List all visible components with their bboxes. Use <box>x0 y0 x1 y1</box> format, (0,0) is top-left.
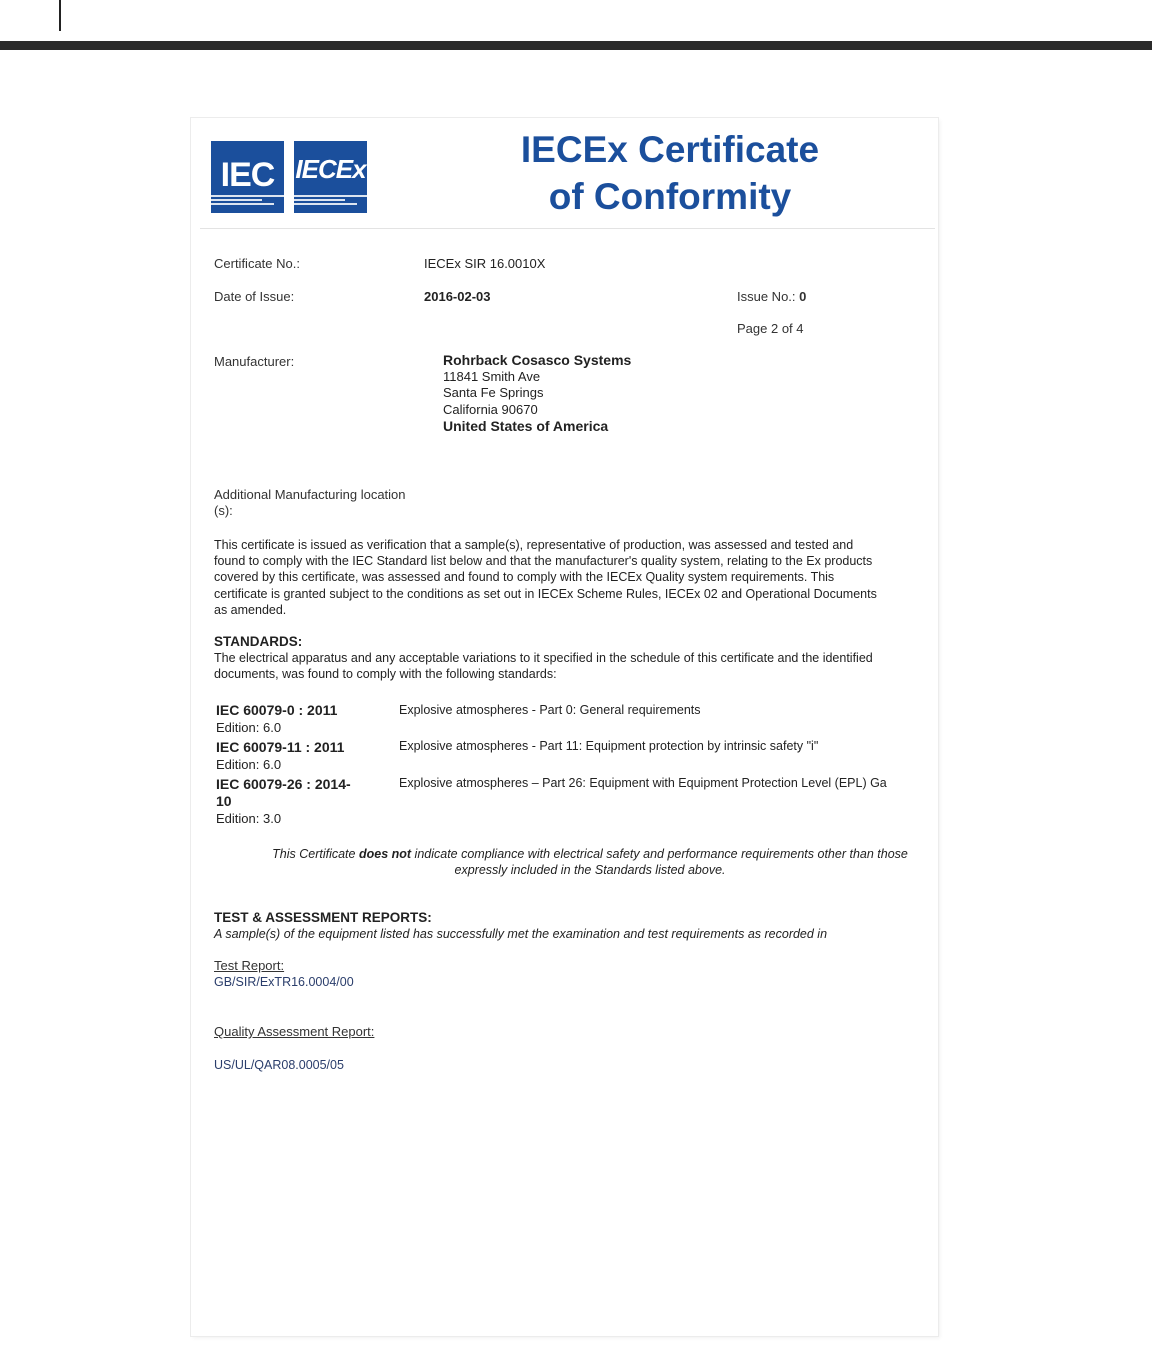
manufacturer-name: Rohrback Cosasco Systems <box>443 352 632 368</box>
standard-code-line-1: IEC 60079-26 : 2014- <box>216 776 351 792</box>
additional-location-label <box>214 487 406 519</box>
standard-description: Explosive atmospheres - Part 0: General requirements <box>399 703 701 717</box>
verification-line: This certificate is issued as verification that a sample(s), representative of production, was assessed and tested and <box>214 538 854 552</box>
qar-label: Quality Assessment Report: <box>214 1024 375 1039</box>
date-of-issue-value: 2016-02-03 <box>424 289 491 304</box>
standard-item <box>216 776 351 827</box>
verification-line: covered by this certificate, was assessed and found to comply with the IECEx Quality system requirements. This <box>214 570 835 585</box>
disclaimer-line-1 <box>214 846 966 862</box>
iec-logo-text: IEC <box>220 155 275 194</box>
title-line-2: of Conformity <box>548 176 792 217</box>
verification-statement <box>214 537 974 618</box>
standards-intro <box>214 650 974 682</box>
disclaimer-text: This Certificate <box>272 847 359 861</box>
standard-edition: Edition: 6.0 <box>216 757 282 772</box>
reports-intro: A sample(s) of the equipment listed has successfully met the examination and test requirements as recorded in <box>214 927 828 941</box>
issue-no-label: Issue No.: <box>737 289 796 304</box>
disclaimer-line-2: expressly included in the Standards listed above. <box>454 863 726 877</box>
reports-heading: TEST & ASSESSMENT REPORTS: <box>214 910 432 925</box>
certificate-no-value: IECEx SIR 16.0010X <box>424 256 546 271</box>
standard-item <box>216 702 337 736</box>
standard-description: Explosive atmospheres – Part 26: Equipment with Equipment Protection Level (EPL) Ga <box>399 776 887 790</box>
standard-code-line-2: 10 <box>216 793 232 809</box>
standard-edition: Edition: 3.0 <box>216 811 282 826</box>
standard-edition: Edition: 6.0 <box>216 720 282 735</box>
certificate-title <box>470 126 870 220</box>
verification-line: as amended. <box>214 602 287 617</box>
test-report-label: Test Report: <box>214 958 285 973</box>
issue-no-value: 0 <box>799 289 807 304</box>
manufacturer-state-zip: California 90670 <box>443 401 538 417</box>
logo-bars-icon <box>211 193 284 207</box>
page-number: Page 2 of 4 <box>737 321 804 336</box>
additional-location-line-2: (s): <box>214 503 233 518</box>
issue-no <box>737 289 806 304</box>
title-line-1: IECEx Certificate <box>520 129 820 170</box>
verification-line: certificate is granted subject to the conditions as set out in IECEx Scheme Rules, IECEx 02 and Operational Documents <box>214 586 877 601</box>
disclaimer-emphasis: does not <box>358 847 412 861</box>
verification-line: found to comply with the IEC Standard list below and that the manufacturer's quality system, relating to the Ex products <box>214 554 873 569</box>
standard-code: IEC 60079-11 : 2011 <box>216 739 345 755</box>
certificate-no-label: Certificate No.: <box>214 256 300 271</box>
manufacturer-country: United States of America <box>443 418 609 434</box>
standards-intro-line-2: documents, was found to comply with the following standards: <box>214 667 557 682</box>
date-of-issue-label: Date of Issue: <box>214 289 295 304</box>
standard-code: IEC 60079-0 : 2011 <box>216 702 338 718</box>
standards-intro-line-1: The electrical apparatus and any acceptable variations to it specified in the schedule of this certificate and the identified <box>214 651 873 665</box>
qar-value: US/UL/QAR08.0005/05 <box>214 1058 344 1072</box>
iecex-logo <box>294 141 367 213</box>
manufacturer-address <box>443 352 631 435</box>
additional-location-line-1: Additional Manufacturing location <box>214 487 406 502</box>
iec-logo <box>211 141 284 213</box>
disclaimer-text: indicate compliance with electrical safety and performance requirements other than those <box>411 847 908 861</box>
standard-item <box>216 739 344 773</box>
page-margin-marker <box>59 0 61 31</box>
title-divider <box>200 228 935 229</box>
manufacturer-street: 11841 Smith Ave <box>443 368 541 384</box>
manufacturer-label: Manufacturer: <box>214 354 295 369</box>
manufacturer-city: Santa Fe Springs <box>443 385 544 400</box>
standards-heading: STANDARDS: <box>214 634 303 649</box>
iecex-logo-text: IECEx <box>295 153 366 184</box>
standard-description: Explosive atmospheres - Part 11: Equipment protection by intrinsic safety "i" <box>399 739 819 753</box>
standards-disclaimer <box>214 846 966 878</box>
logo-bars-icon <box>294 193 367 207</box>
test-report-value: GB/SIR/ExTR16.0004/00 <box>214 975 354 989</box>
page-header-bar <box>0 41 1152 50</box>
